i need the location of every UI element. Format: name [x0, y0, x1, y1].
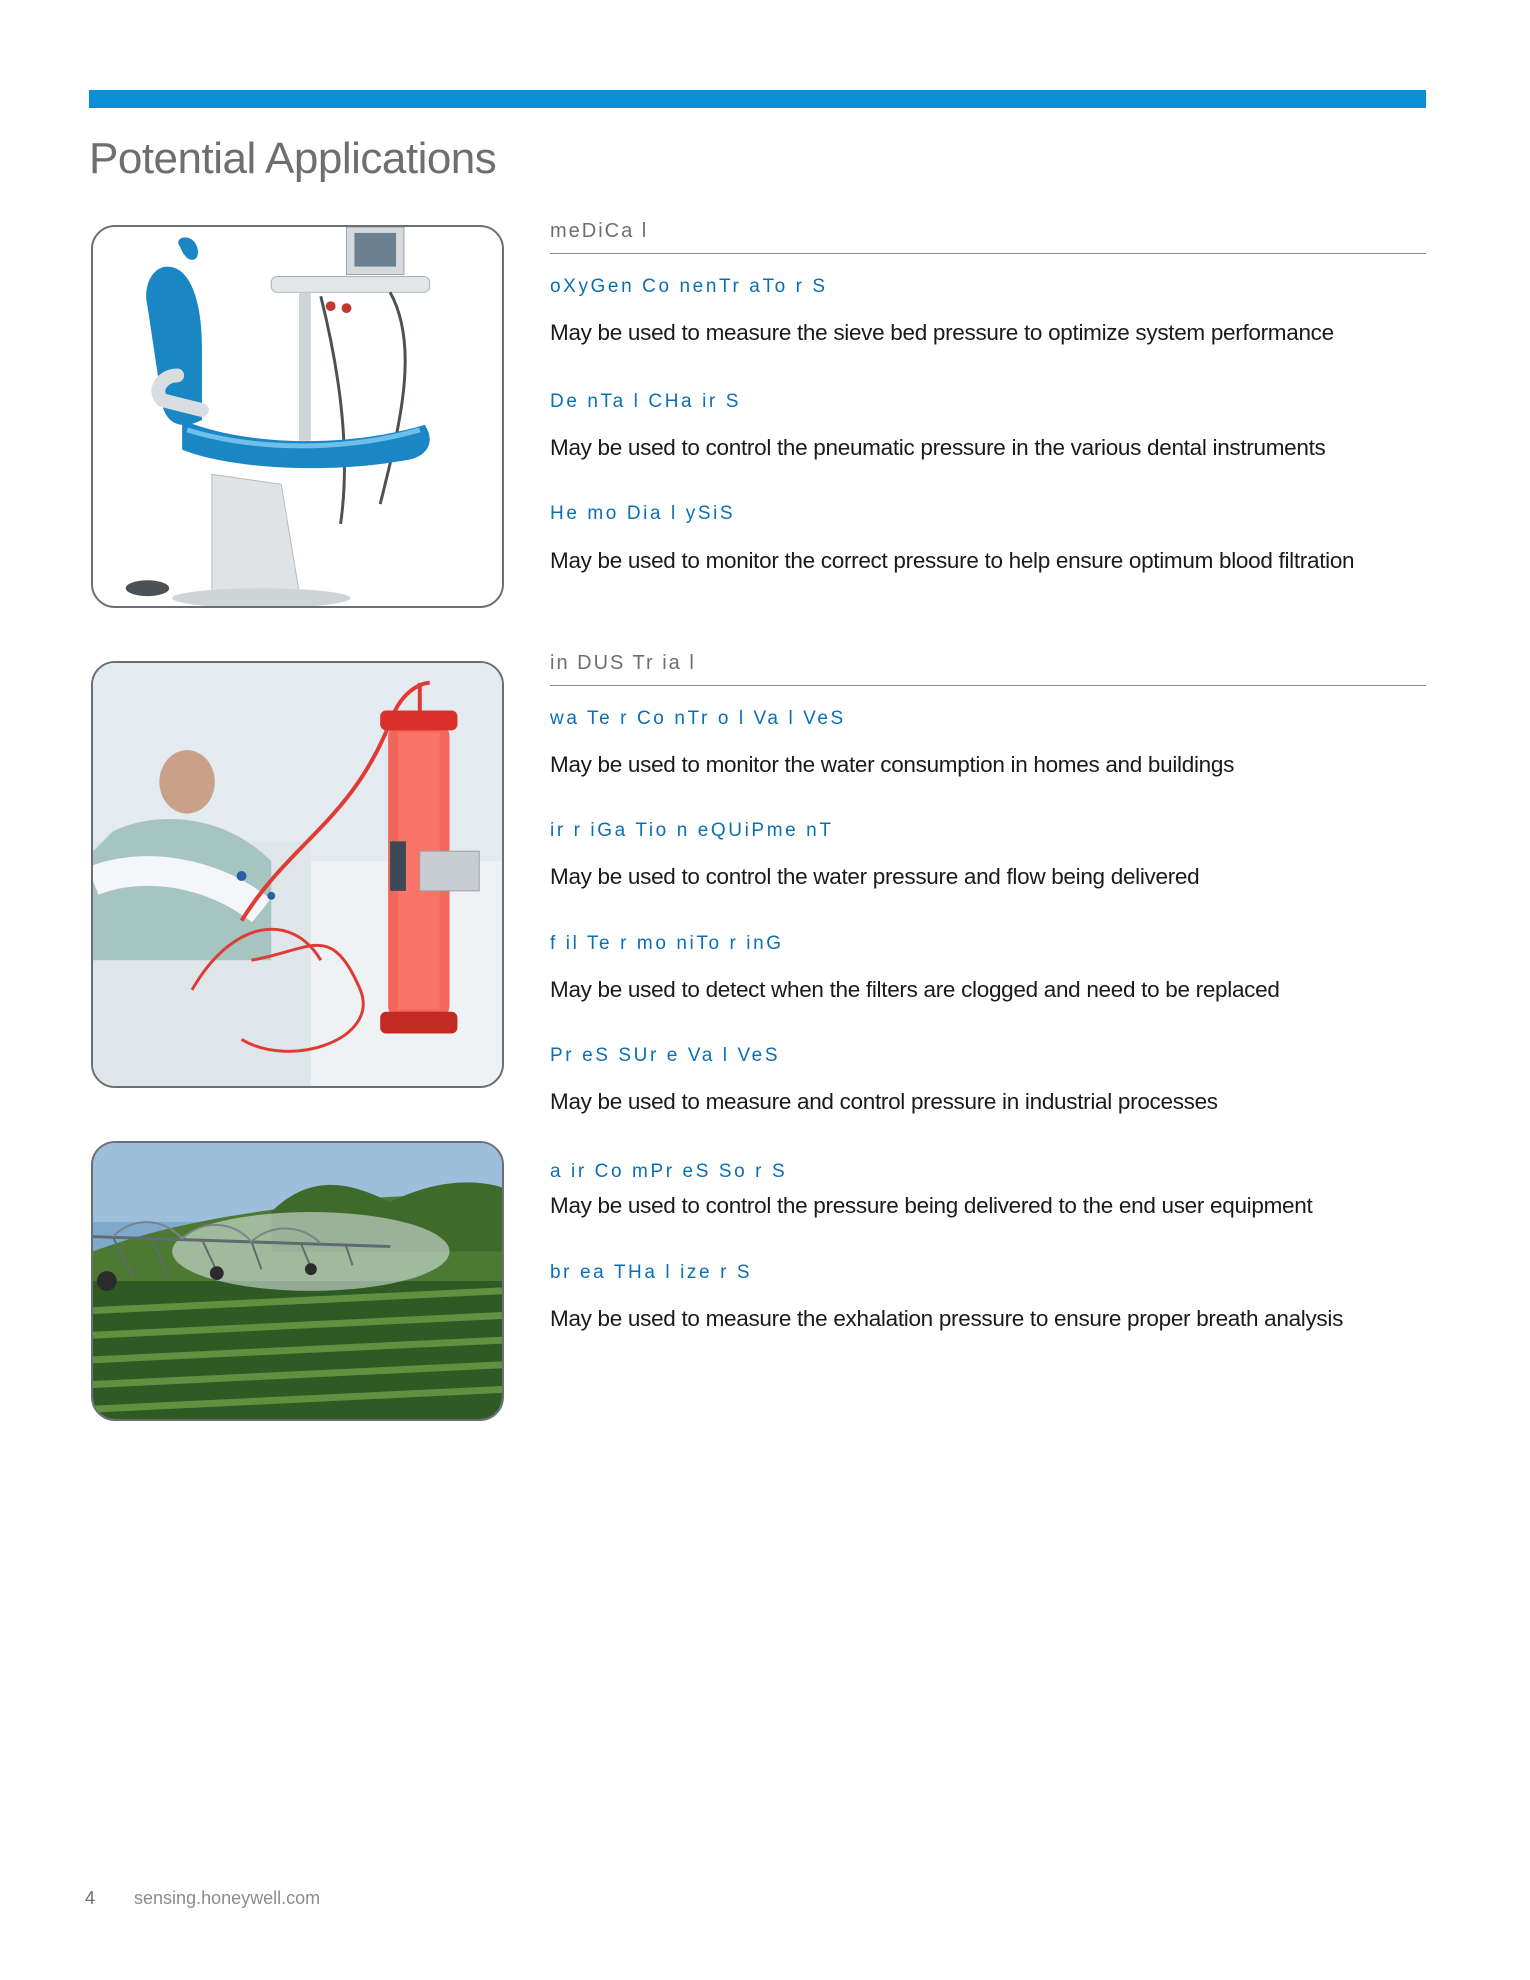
item-pressure-valves-title: Pr eS SUr e Va l VeS	[550, 1045, 781, 1066]
item-dental-chairs-description: May be used to control the pneumatic pressure in the various dental instruments	[550, 435, 1326, 460]
page-title: Potential Applications	[89, 134, 497, 183]
item-water-control-valves-description: May be used to monitor the water consumption in homes and buildings	[550, 752, 1235, 777]
item-air-compressors-title: a ir Co mPr eS So r S	[550, 1161, 788, 1182]
page-number: 4	[85, 1888, 96, 1908]
accent-bar	[89, 90, 1426, 108]
item-hemodialysis-title: He mo Dia l ySiS	[550, 503, 736, 524]
item-filter-monitoring-title: f il Te r mo niTo r inG	[550, 933, 784, 954]
item-dental-chairs-title: De nTa l CHa ir S	[550, 391, 741, 412]
hemodialysis-photo	[91, 661, 504, 1088]
item-air-compressors-description: May be used to control the pressure being delivered to the end user equipment	[550, 1193, 1313, 1218]
footer-url: sensing.honeywell.com	[134, 1888, 321, 1908]
section-medical-heading: meDiCa l	[550, 220, 1426, 254]
item-oxygen-concentrators-description: May be used to measure the sieve bed pressure to optimize system performance	[550, 320, 1334, 345]
item-filter-monitoring-description: May be used to detect when the filters are clogged and need to be replaced	[550, 977, 1280, 1002]
item-irrigation-equipment-title: ir r iGa Tio n eQUiPme nT	[550, 820, 834, 841]
item-irrigation-equipment-description: May be used to control the water pressure and flow being delivered	[550, 864, 1200, 889]
item-hemodialysis-description: May be used to monitor the correct pressure to help ensure optimum blood filtration	[550, 548, 1355, 573]
item-breathalyzers-title: br ea THa l ize r S	[550, 1262, 753, 1283]
page-footer	[85, 1888, 320, 1909]
section-industrial-heading: in DUS Tr ia l	[550, 652, 1426, 686]
item-oxygen-concentrators-title: oXyGen Co nenTr aTo r S	[550, 276, 828, 297]
item-water-control-valves-title: wa Te r Co nTr o l Va l VeS	[550, 708, 846, 729]
dental-chair-photo	[91, 225, 504, 608]
item-pressure-valves-description: May be used to measure and control pressure in industrial processes	[550, 1089, 1218, 1114]
irrigation-photo	[91, 1141, 504, 1421]
item-breathalyzers-description: May be used to measure the exhalation pressure to ensure proper breath analysis	[550, 1306, 1344, 1331]
